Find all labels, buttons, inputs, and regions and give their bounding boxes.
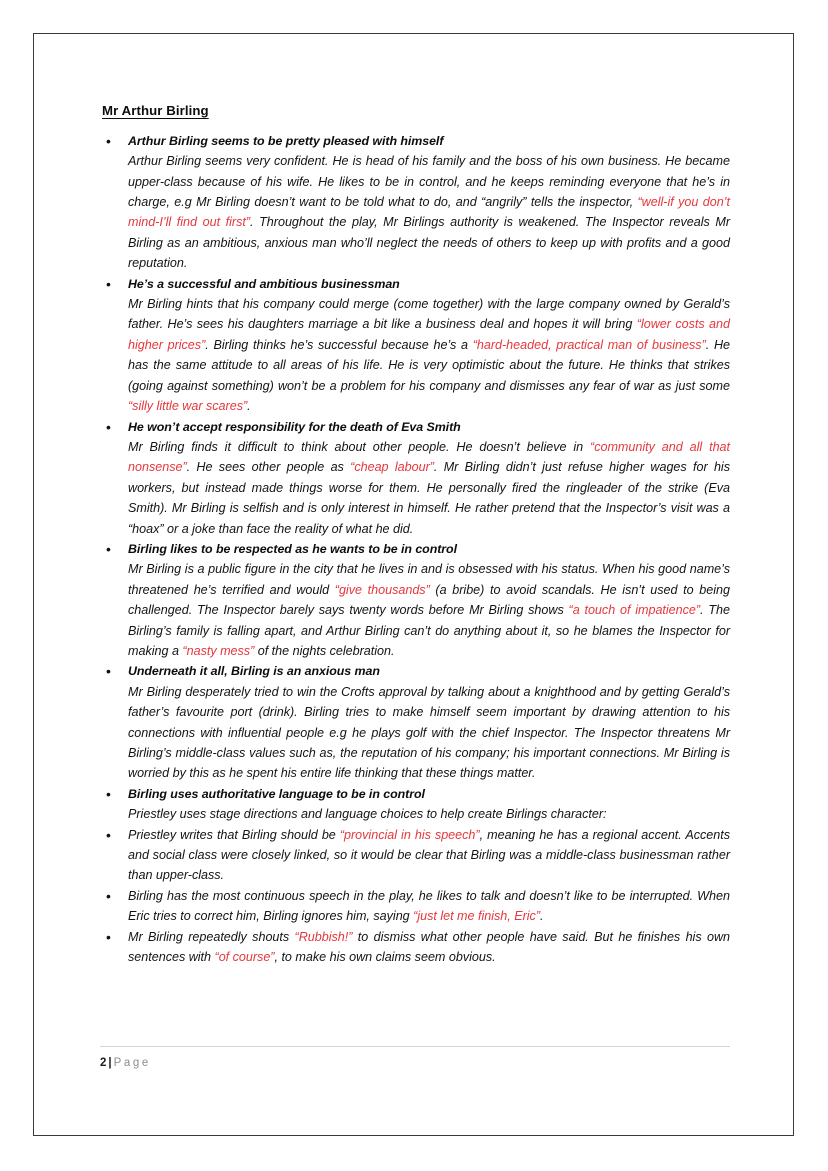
bullet-paragraph xyxy=(128,825,730,886)
bullet-heading: • He won’t accept responsibility for the death of Eva Smith xyxy=(128,419,461,434)
list-item xyxy=(100,886,730,927)
quotation: “give thousands” xyxy=(334,582,430,597)
body-text: Mr Birling repeatedly shouts xyxy=(128,929,295,944)
bullet-heading: • Birling uses authoritative language to be in control xyxy=(128,786,425,801)
quotation: “silly little war scares” xyxy=(128,399,248,414)
bullet-paragraph xyxy=(128,294,730,416)
bullet-paragraph xyxy=(128,804,730,824)
footer-page-label: Page xyxy=(113,1057,151,1069)
document-body xyxy=(100,102,730,967)
list-item xyxy=(100,661,730,783)
footer-page-number: 2 xyxy=(100,1057,107,1069)
list-item xyxy=(100,784,730,825)
body-text: , to make his own claims seem obvious. xyxy=(274,950,496,965)
bullet-heading: • He’s a successful and ambitious businessman xyxy=(128,276,400,291)
body-text: . Throughout the play, Mr Birlings authority is weakened. The Inspector reveals Mr Birling as an ambitious, anxious man who’ll neglect the needs of others to keep up with profits and a good reputation. xyxy=(128,215,730,271)
body-text: . xyxy=(247,399,251,414)
footer-divider xyxy=(100,1046,730,1047)
bullet-paragraph xyxy=(128,559,730,661)
list-item xyxy=(100,274,730,417)
quotation: “nasty mess” xyxy=(182,643,255,658)
quotation: “well-if you don’t mind-I’ll find out first” xyxy=(128,195,730,230)
bullet-paragraph xyxy=(128,682,730,784)
body-text: Mr Birling finds it difficult to think about other people. He doesn’t believe in xyxy=(128,439,591,454)
body-text: . The Birling’s family is falling apart, and Arthur Birling can’t do anything about it, so he blames the Inspector for making a xyxy=(128,603,730,658)
bullet-list xyxy=(100,131,730,968)
body-text: . xyxy=(540,909,544,924)
bullet-paragraph xyxy=(128,151,730,273)
footer-page-indicator xyxy=(100,1057,730,1069)
body-text: Arthur Birling seems very confident. He is head of his family and the boss of his own business. He became upper-class because of his wife. He likes to be in control, and he keeps reminding everyone that he’s in charge, e.g Mr Birling doesn’t want to be told what to do, and “angrily” tells the inspector, xyxy=(128,154,730,210)
bullet-paragraph xyxy=(128,927,730,968)
body-text: Birling has the most continuous speech in the play, he likes to talk and doesn’t like to be interrupted. When Eric tries to correct him, Birling ignores him, saying xyxy=(128,888,730,924)
document-page xyxy=(33,33,794,1136)
body-text: . Birling thinks he’s successful because he’s a xyxy=(205,337,473,352)
body-text: Priestley uses stage directions and language choices to help create Birlings character: xyxy=(128,807,607,822)
footer-separator: | xyxy=(108,1057,112,1069)
bullet-heading: • Birling likes to be respected as he wants to be in control xyxy=(128,541,457,556)
quotation: “a touch of impatience” xyxy=(568,603,701,618)
list-item xyxy=(100,539,730,661)
quotation: “of course” xyxy=(214,950,275,965)
page-footer xyxy=(100,1046,730,1069)
body-text: of the nights celebration. xyxy=(254,643,395,658)
bullet-heading: • Arthur Birling seems to be pretty pleased with himself xyxy=(128,133,444,148)
list-item xyxy=(100,417,730,539)
quotation: “Rubbish!” xyxy=(294,929,353,944)
list-item xyxy=(100,825,730,886)
quotation: “cheap labour” xyxy=(350,460,434,475)
body-text: to dismiss what other people have said. But he finishes his own sentences with xyxy=(128,929,731,965)
body-text: . He sees other people as xyxy=(186,460,351,475)
bullet-paragraph xyxy=(128,437,730,539)
quotation: “provincial in his speech” xyxy=(339,827,480,842)
page-title: Mr Arthur Birling xyxy=(102,103,209,118)
quotation: “lower costs and higher prices” xyxy=(128,317,730,352)
quotation: “hard-headed, practical man of business” xyxy=(472,337,706,352)
body-text: . Mr Birling didn’t just refuse higher wages for his workers, but instead made things worse for them. He personally fired the ringleader of the strike (Eva Smith). Mr Birling is selfish and is only interest in himself. He rather pretend that the Inspector’s visit was a “hoax” or a joke than face the reality of what he did. xyxy=(128,460,730,536)
quotation: “just let me finish, Eric” xyxy=(413,909,541,924)
bullet-paragraph xyxy=(128,886,730,927)
bullet-heading: • Underneath it all, Birling is an anxious man xyxy=(128,664,380,679)
body-text: Mr Birling is a public figure in the city that he lives in and is obsessed with his status. When his good name’s threatened he’s terrified and would xyxy=(128,562,730,597)
body-text: , meaning he has a regional accent. Accents and social class were closely linked, so it would be clear that Birling was a middle-class businessman rather than upper-class. xyxy=(128,827,730,883)
list-item xyxy=(100,131,730,274)
body-text: (a bribe) to avoid scandals. He isn’t used to being challenged. The Inspector barely says twenty words before Mr Birling shows xyxy=(128,582,730,618)
list-item xyxy=(100,927,730,968)
quotation: “community and all that nonsense” xyxy=(128,439,731,475)
body-text: Mr Birling desperately tried to win the Crofts approval by talking about a knighthood and by getting Gerald’s father’s favourite port (drink). Birling tries to make himself seem important by drawing attention to his connections with influential people e.g he plays golf with the chief Inspector. The Inspector threatens Mr Birling’s middle-class values such as, the reputation of his company; his important connections. Mr Birling is worried by this as he spent his entire life thinking that these things matter. xyxy=(128,684,730,781)
body-text: Mr Birling hints that his company could merge (come together) with the large company owned by Gerald’s father. He’s sees his daughters marriage a bit like a business deal and hopes it will bring xyxy=(128,297,730,332)
body-text: Priestley writes that Birling should be xyxy=(128,827,340,842)
body-text: . He has the same attitude to all areas of his life. He is very optimistic about the future. He thinks that strikes (going against something) won’t be a problem for his company and dismisses any fear of war as just some xyxy=(128,337,730,393)
